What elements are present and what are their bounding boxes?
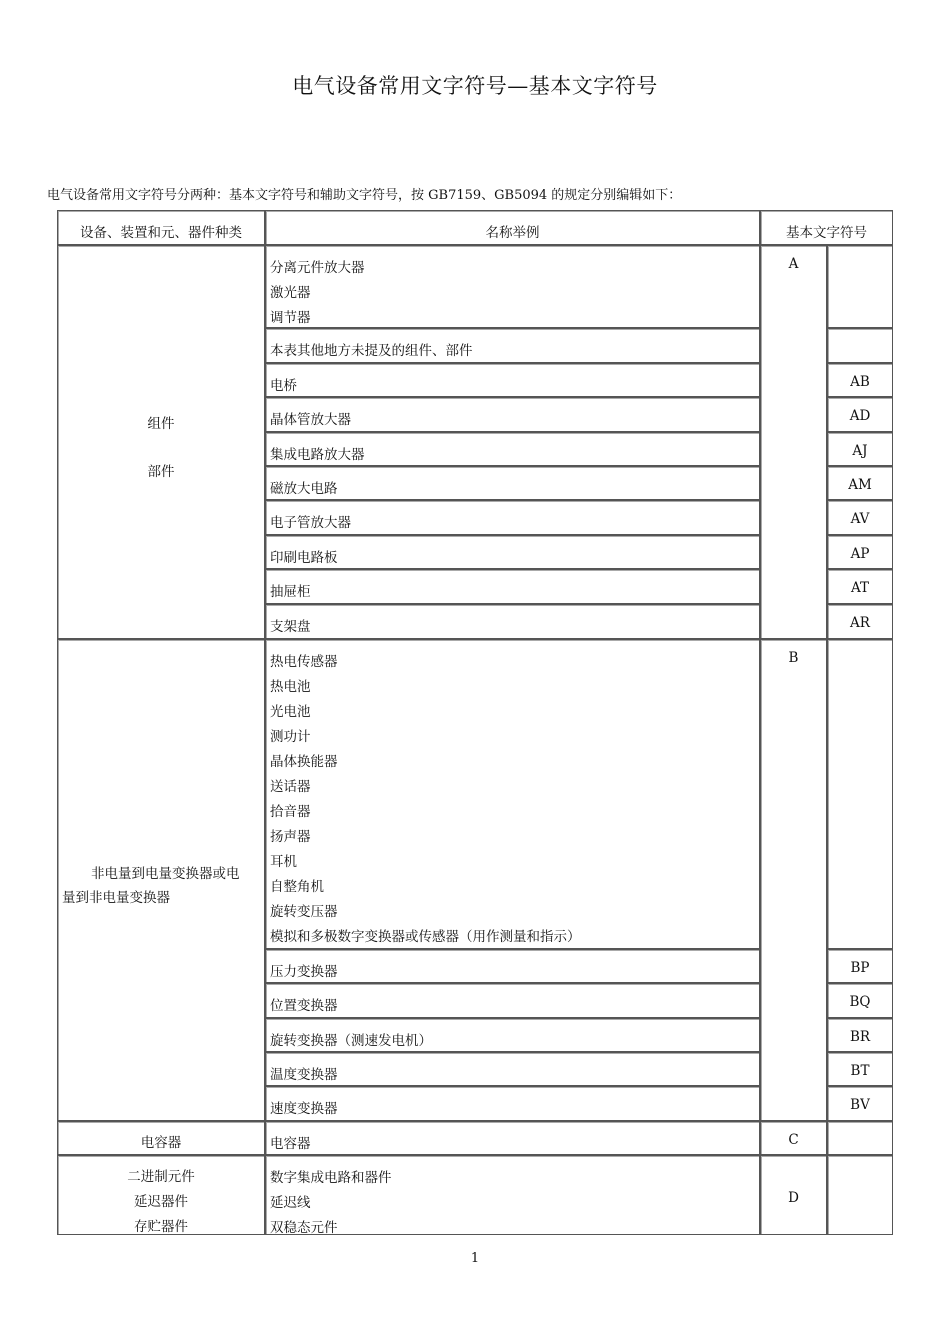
example-name: 旋转变换器（测速发电机） — [270, 1033, 432, 1049]
code-cell — [827, 245, 893, 328]
letter-symbol: C — [788, 1132, 799, 1148]
letter-cell-B — [760, 639, 827, 1121]
category-label: 存贮器件 — [134, 1219, 188, 1235]
code-symbol: BP — [850, 960, 870, 976]
example-name: 磁放大电路 — [270, 481, 338, 497]
example-row — [265, 1052, 760, 1086]
example-row — [265, 466, 760, 500]
example-name: 本表其他地方未提及的组件、部件 — [270, 343, 473, 359]
example-name: 激光器 — [270, 285, 311, 301]
example-name: 电桥 — [270, 378, 297, 394]
example-name: 晶体管放大器 — [270, 412, 351, 428]
code-cell — [827, 1155, 893, 1235]
category-label: 组件 — [147, 416, 175, 432]
code-symbol: AB — [850, 374, 870, 390]
example-row — [265, 1121, 760, 1155]
example-name: 位置变换器 — [270, 998, 338, 1014]
category-cell-A — [57, 245, 265, 639]
letter-symbol: A — [788, 256, 799, 272]
category-label: 非电量到电量变换器或电 — [91, 866, 240, 882]
intro-paragraph: 电气设备常用文字符号分两种：基本文字符号和辅助文字符号，按 GB7159、GB5094 的规定分别编辑如下： — [47, 188, 682, 203]
example-row — [265, 604, 760, 639]
category-label: 二进制元件 — [127, 1169, 195, 1185]
header-category: 设备、装置和元、器件种类 — [80, 225, 242, 241]
example-row — [265, 949, 760, 983]
page-number: 1 — [470, 1251, 480, 1266]
example-row — [265, 983, 760, 1018]
example-name: 延迟线 — [270, 1195, 311, 1211]
example-name: 速度变换器 — [270, 1101, 338, 1117]
code-symbol: AR — [850, 615, 870, 631]
code-symbol: AP — [850, 546, 870, 562]
code-symbol: BQ — [849, 994, 871, 1010]
example-name: 耳机 — [270, 854, 297, 870]
example-name: 扬声器 — [270, 829, 311, 845]
example-name: 集成电路放大器 — [270, 447, 365, 463]
example-row — [265, 639, 760, 949]
header-symbol: 基本文字符号 — [786, 225, 867, 241]
example-name: 印刷电路板 — [270, 550, 338, 566]
example-name: 支架盘 — [270, 619, 311, 635]
example-row — [265, 535, 760, 569]
example-name: 送话器 — [270, 779, 311, 795]
code-symbol: BT — [850, 1063, 870, 1079]
category-label: 量到非电量变换器 — [62, 890, 170, 906]
example-name: 自整角机 — [270, 879, 324, 895]
example-name: 光电池 — [270, 704, 311, 720]
example-name: 分离元件放大器 — [270, 260, 365, 276]
example-name: 抽屉柜 — [270, 584, 311, 600]
example-name: 晶体换能器 — [270, 754, 338, 770]
code-cell — [827, 1121, 893, 1155]
code-symbol: BR — [849, 1029, 871, 1045]
category-label: 电容器 — [140, 1135, 182, 1151]
letter-symbol: D — [788, 1190, 799, 1206]
code-symbol: AV — [850, 511, 870, 527]
code-symbol: AJ — [852, 443, 868, 459]
code-symbol: BV — [850, 1097, 870, 1113]
code-symbol: AT — [850, 580, 869, 596]
header-examples: 名称举例 — [485, 225, 540, 241]
example-name: 旋转变压器 — [270, 904, 338, 920]
example-name: 调节器 — [270, 310, 311, 326]
example-name: 热电池 — [270, 679, 311, 695]
category-label: 部件 — [147, 464, 175, 480]
example-name: 拾音器 — [270, 804, 311, 820]
example-name: 压力变换器 — [270, 964, 338, 980]
example-name: 双稳态元件 — [270, 1220, 338, 1236]
example-name: 测功计 — [270, 729, 311, 745]
example-name: 模拟和多极数字变换器或传感器（用作测量和指示） — [270, 929, 581, 945]
example-name: 数字集成电路和器件 — [270, 1170, 392, 1186]
example-row — [265, 363, 760, 397]
letter-symbol: B — [788, 650, 799, 666]
letter-cell-A — [760, 245, 827, 639]
example-name: 温度变换器 — [270, 1067, 338, 1083]
example-name: 电子管放大器 — [270, 515, 351, 531]
code-cell — [827, 328, 893, 363]
page-title: 电气设备常用文字符号—基本文字符号 — [292, 74, 658, 98]
code-symbol: AD — [849, 408, 871, 424]
example-row — [265, 1086, 760, 1121]
code-cell — [827, 639, 893, 949]
code-symbol: AM — [848, 477, 872, 493]
example-name: 热电传感器 — [270, 654, 338, 670]
category-label: 延迟器件 — [134, 1194, 188, 1210]
example-row — [265, 569, 760, 604]
example-name: 电容器 — [270, 1136, 311, 1152]
